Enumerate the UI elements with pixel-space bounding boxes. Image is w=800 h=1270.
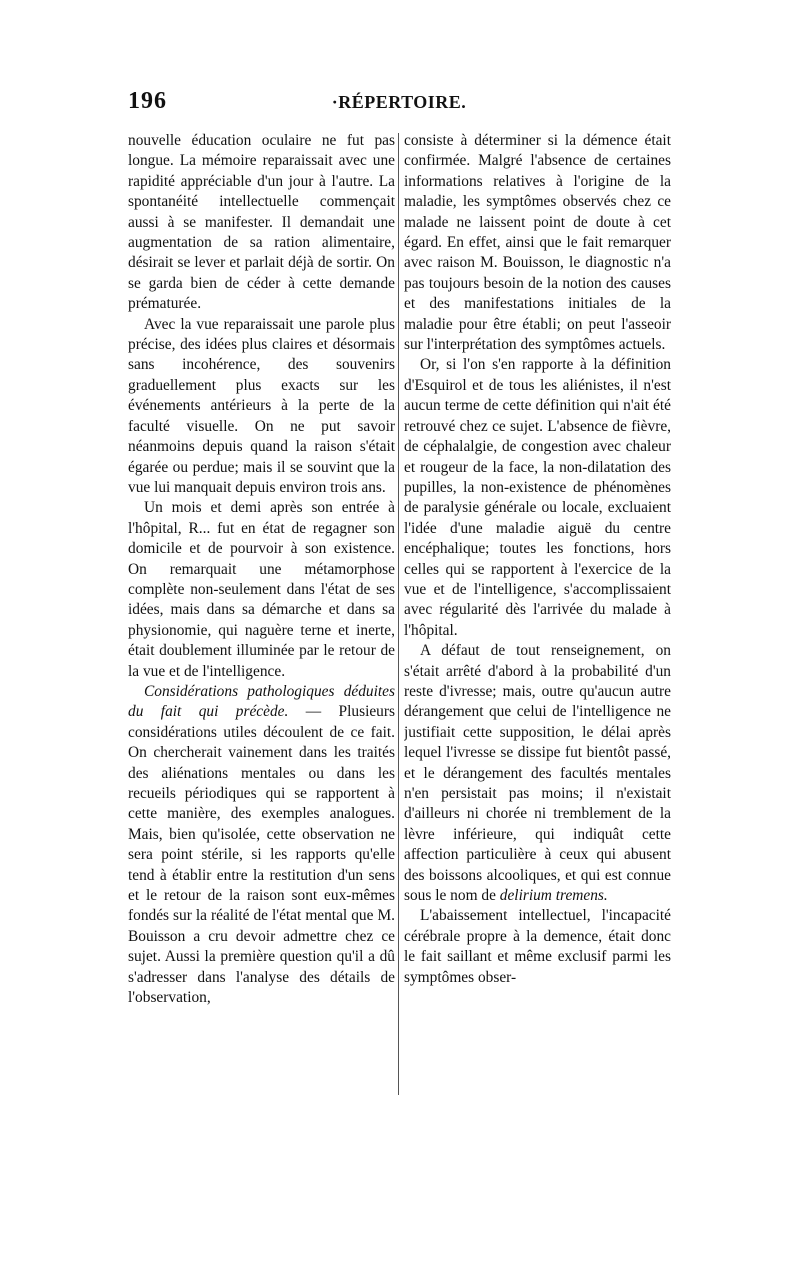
paragraph: nouvelle éducation oculaire ne fut pas longue. La mémoire reparaissait avec une rapidité appréciable d'un jour à l'autre. La spontanéité intellectuelle commençait aussi à se manifester. Il demandait une augmentation de sa ration alimentaire, désirait se lever et parlait déjà de sortir. On se garda bien de céder à cette demande prématurée.	[128, 132, 395, 313]
page-number: 196	[128, 88, 167, 114]
paragraph	[128, 682, 395, 1009]
running-title: ·RÉPERTOIRE.	[331, 92, 467, 112]
paragraph: Or, si l'on s'en rapporte à la définition d'Esquirol et de tous les aliénistes, il n'est aucun terme de cette définition qui n'ait été retrouvé chez ce sujet. L'absence de fièvre, de céphalalgie, de congestion avec chaleur et rougeur de la face, la non-dilatation des pupilles, la non-existence de phénomènes de paralysie générale ou locale, excluaient l'idée d'une maladie aiguë du centre encéphalique; toutes les fonctions, hors celles qui se rapportent à l'exercice de la vue et de l'intelligence, s'accomplissaient avec régularité dès l'arrivée du malade à l'hôpital.	[404, 356, 671, 639]
paragraph	[404, 641, 671, 906]
left-column	[128, 131, 395, 1096]
paragraph-text: — Plusieurs considérations utiles découlent de ce fait. On chercherait vainement dans les traités des aliénations mentales ou dans les recueils périodiques qui se rapportent à cette manière, des exemples analogues. Mais, bien qu'isolée, cette observation ne sera point stérile, si les rapports qu'elle tend à établir entre la restitution d'un sens et le retour de la raison sont eux-mêmes fondés sur la réalité de l'état mental que M. Bouisson a cru devoir admettre chez ce sujet. Aussi la première question qu'il a dû s'adresser dans l'analyse des détails de l'observation,	[128, 703, 395, 1007]
paragraph: L'abaissement intellectuel, l'incapacité cérébrale propre à la demence, était donc le fait saillant et même exclusif parmi les symptômes obser-	[404, 907, 671, 986]
section-heading: Considérations pathologiques déduites du fait qui précède.	[128, 682, 395, 721]
paragraph-text: A défaut de tout renseignement, on s'était arrêté d'abord à la probabilité d'un reste d'ivresse; mais, outre qu'aucun autre dérangement que celui de l'intelligence ne justifiait cette supposition, le délai après lequel l'ivresse se dissipe fut bientôt passé, et le dérangement des facultés mentales n'en persistait pas moins; il n'existait d'ailleurs ni chorée ni tremblement de la lèvre inférieure, qui indiquât cette affection particulière à ceux qui abusent des boissons alcooliques, et qui est connue sous le nom de	[404, 642, 671, 905]
column-divider	[398, 133, 399, 1095]
right-column	[404, 131, 671, 1096]
page-header	[128, 82, 670, 118]
paragraph: Avec la vue reparaissait une parole plus précise, des idées plus claires et désormais sans incohérence, des souvenirs graduellement plus exacts sur les événements antérieurs à la perte de la faculté visuelle. On ne put savoir néanmoins depuis quand la raison s'était égarée ou perdue; mais il se souvint que la vue lui manquait depuis environ trois ans.	[128, 315, 395, 496]
italic-term: delirium tremens.	[499, 887, 608, 905]
paragraph: Un mois et demi après son entrée à l'hôpital, R... fut en état de regagner son domicile et de pourvoir à son existence. On remarquait une métamorphose complète non-seulement dans l'état de ses idées, mais dans sa démarche et dans sa physionomie, qui naguère terne et inerte, était doublement illuminée par le retour de la vue et de l'intelligence.	[128, 499, 395, 680]
paragraph: consiste à déterminer si la démence était confirmée. Malgré l'absence de certaines informations relatives à l'origine de la maladie, les symptômes observés chez ce malade ne laissent point de doute à cet égard. En effet, ainsi que le fait remarquer avec raison M. Bouisson, le diagnostic n'a pas toujours besoin de la notion des causes et des manifestations initiales de la maladie pour être établi; on peut l'asseoir sur l'interprétation des symptômes actuels.	[404, 132, 671, 354]
